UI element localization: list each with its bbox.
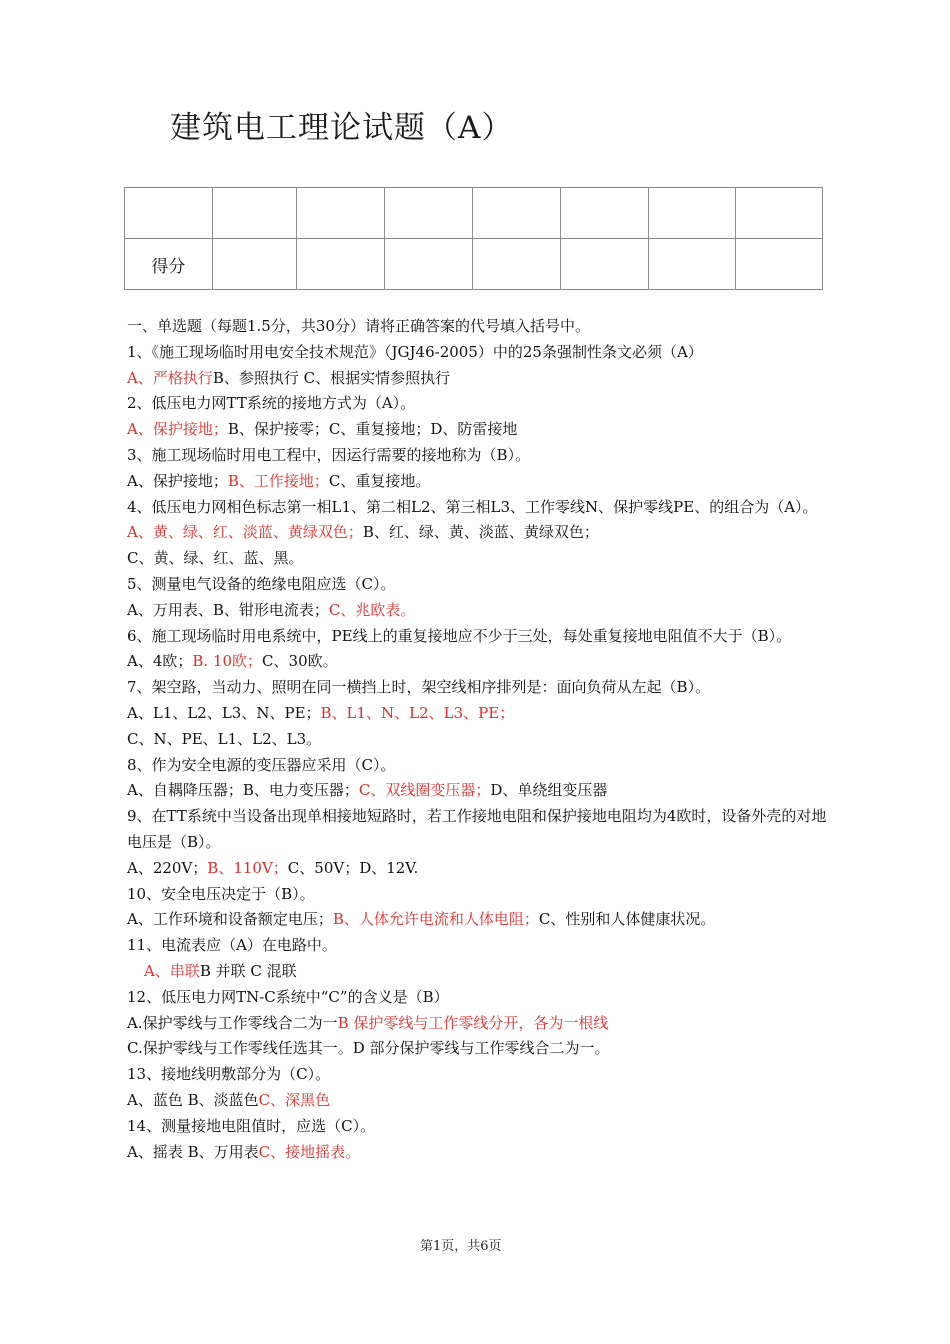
option-text: C、50V；D、12V.	[287, 858, 419, 877]
correct-answer: C、兆欧表。	[328, 600, 416, 619]
question-options: C、黄、绿、红、蓝、黑。	[127, 549, 304, 568]
option-text: A、4欧；	[127, 652, 193, 671]
question-stem: 4、低压电力网相色标志第一相L1、第二相L2、第三相L3、工作零线N、保护零线PE、的组合为（A）。	[127, 497, 818, 516]
question-options	[127, 417, 827, 443]
question-stem: 9、在TT系统中当设备出现单相接地短路时，若工作接地电阻和保护接地电阻均为4欧时，设备外壳的对地电压是（B）。	[127, 807, 827, 851]
section-heading: 一、单选题（每题1.5分，共30分）请将正确答案的代号填入括号中。	[127, 317, 590, 335]
question-options	[127, 1140, 827, 1166]
score-table	[124, 187, 823, 290]
option-text: A.保护零线与工作零线合二为一	[127, 1013, 338, 1032]
score-cell	[212, 188, 297, 239]
question-options	[127, 649, 827, 675]
option-text: A、保护接地；	[127, 471, 228, 490]
score-table-row-header	[125, 188, 823, 239]
question-options: C、N、PE、L1、L2、L3。	[127, 729, 322, 748]
question-options	[127, 907, 827, 933]
option-text: B、红、绿、黄、淡蓝、黄绿双色；	[362, 523, 599, 542]
score-cell	[384, 239, 472, 290]
question-stem: 5、测量电气设备的绝缘电阻应选（C）。	[127, 574, 396, 593]
question-stem: 6、施工现场临时用电系统中，PE线上的重复接地应不少于三处，每处重复接地电阻值不大于（B）。	[127, 626, 792, 645]
question-stem: 13、接地线明敷部分为（C）。	[127, 1065, 331, 1084]
question-stem: 3、施工现场临时用电工程中，因运行需要的接地称为（B）。	[127, 445, 531, 464]
question-options	[127, 701, 827, 727]
question-options	[127, 520, 827, 546]
correct-answer: B、L1、N、L2、L3、PE；	[320, 703, 515, 722]
correct-answer: B 保护零线与工作零线分开，各为一根线	[337, 1013, 609, 1032]
correct-answer: C、双线圈变压器；	[358, 781, 491, 800]
score-table-row-score	[125, 239, 823, 290]
option-text: C、重复接地。	[328, 471, 431, 490]
option-text: C、性别和人体健康状况。	[538, 910, 716, 929]
option-text: A、220V；	[127, 858, 208, 877]
score-cell	[648, 239, 736, 290]
score-cell	[736, 239, 823, 290]
option-text: A、摇表 B、万用表	[127, 1142, 259, 1161]
correct-answer: C、深黑色	[258, 1090, 331, 1109]
correct-answer: A、保护接地；	[127, 420, 228, 439]
question-stem: 1、《施工现场临时用电安全技术规范》（JGJ46-2005）中的25条强制性条文必须（A）	[127, 342, 703, 361]
option-text: A、L1、L2、L3、N、PE；	[127, 703, 321, 722]
page-footer: 第1页，共6页	[420, 1239, 502, 1254]
score-cell	[297, 188, 385, 239]
option-text: A、自耦降压器；B、电力变压器；	[127, 781, 359, 800]
option-text: B、保护接零；C、重复接地；D、防雷接地	[227, 420, 518, 439]
question-stem: 12、低压电力网TN-C系统中“C”的含义是（B）	[127, 987, 449, 1006]
question-stem: 11、电流表应（A）在电路中。	[127, 936, 337, 955]
question-options	[127, 959, 827, 985]
question-options	[127, 598, 827, 624]
correct-answer: B、工作接地；	[227, 471, 329, 490]
page-title: 建筑电工理论试题（A）	[170, 110, 514, 146]
score-cell	[472, 239, 561, 290]
question-options	[127, 1011, 827, 1037]
score-cell	[384, 188, 472, 239]
score-cell	[648, 188, 736, 239]
question-options	[127, 856, 827, 882]
score-cell	[125, 188, 213, 239]
question-stem: 2、低压电力网TT系统的接地方式为（A）。	[127, 394, 416, 413]
score-cell	[472, 188, 561, 239]
correct-answer: B. 10欧；	[192, 652, 263, 671]
score-row-label: 得分	[125, 239, 213, 290]
question-options: C.保护零线与工作零线任选其一。D 部分保护零线与工作零线合二为一。	[127, 1039, 610, 1058]
question-stem: 14、测量接地电阻值时，应选（C）。	[127, 1116, 376, 1135]
correct-answer: B、人体允许电流和人体电阻；	[332, 910, 539, 929]
score-cell	[212, 239, 297, 290]
question-options	[127, 366, 827, 392]
score-cell	[561, 188, 649, 239]
score-cell	[736, 188, 823, 239]
option-text: B 并联 C 混联	[199, 961, 297, 980]
correct-answer: A、严格执行	[127, 368, 213, 387]
question-options	[127, 778, 827, 804]
option-text: A、工作环境和设备额定电压；	[127, 910, 333, 929]
score-cell	[297, 239, 385, 290]
question-list	[127, 314, 827, 1165]
option-text: B、参照执行 C、根据实情参照执行	[212, 368, 451, 387]
score-cell	[561, 239, 649, 290]
option-text: A、万用表、B、钳形电流表；	[127, 600, 329, 619]
question-stem: 7、架空路，当动力、照明在同一横挡上时，架空线相序排列是：面向负荷从左起（B）。	[127, 678, 711, 697]
question-options	[127, 469, 827, 495]
correct-answer: B、110V；	[207, 858, 288, 877]
correct-answer: A、串联	[144, 961, 200, 980]
correct-answer: A、黄、绿、红、淡蓝、黄绿双色；	[127, 523, 363, 542]
question-options	[127, 1088, 827, 1114]
option-text: C、30欧。	[262, 652, 338, 671]
option-text: D、单绕组变压器	[490, 781, 608, 800]
question-stem: 10、安全电压决定于（B）。	[127, 884, 315, 903]
option-text: A、蓝色 B、淡蓝色	[127, 1090, 259, 1109]
correct-answer: C、接地摇表。	[258, 1142, 361, 1161]
question-stem: 8、作为安全电源的变压器应采用（C）。	[127, 755, 396, 774]
